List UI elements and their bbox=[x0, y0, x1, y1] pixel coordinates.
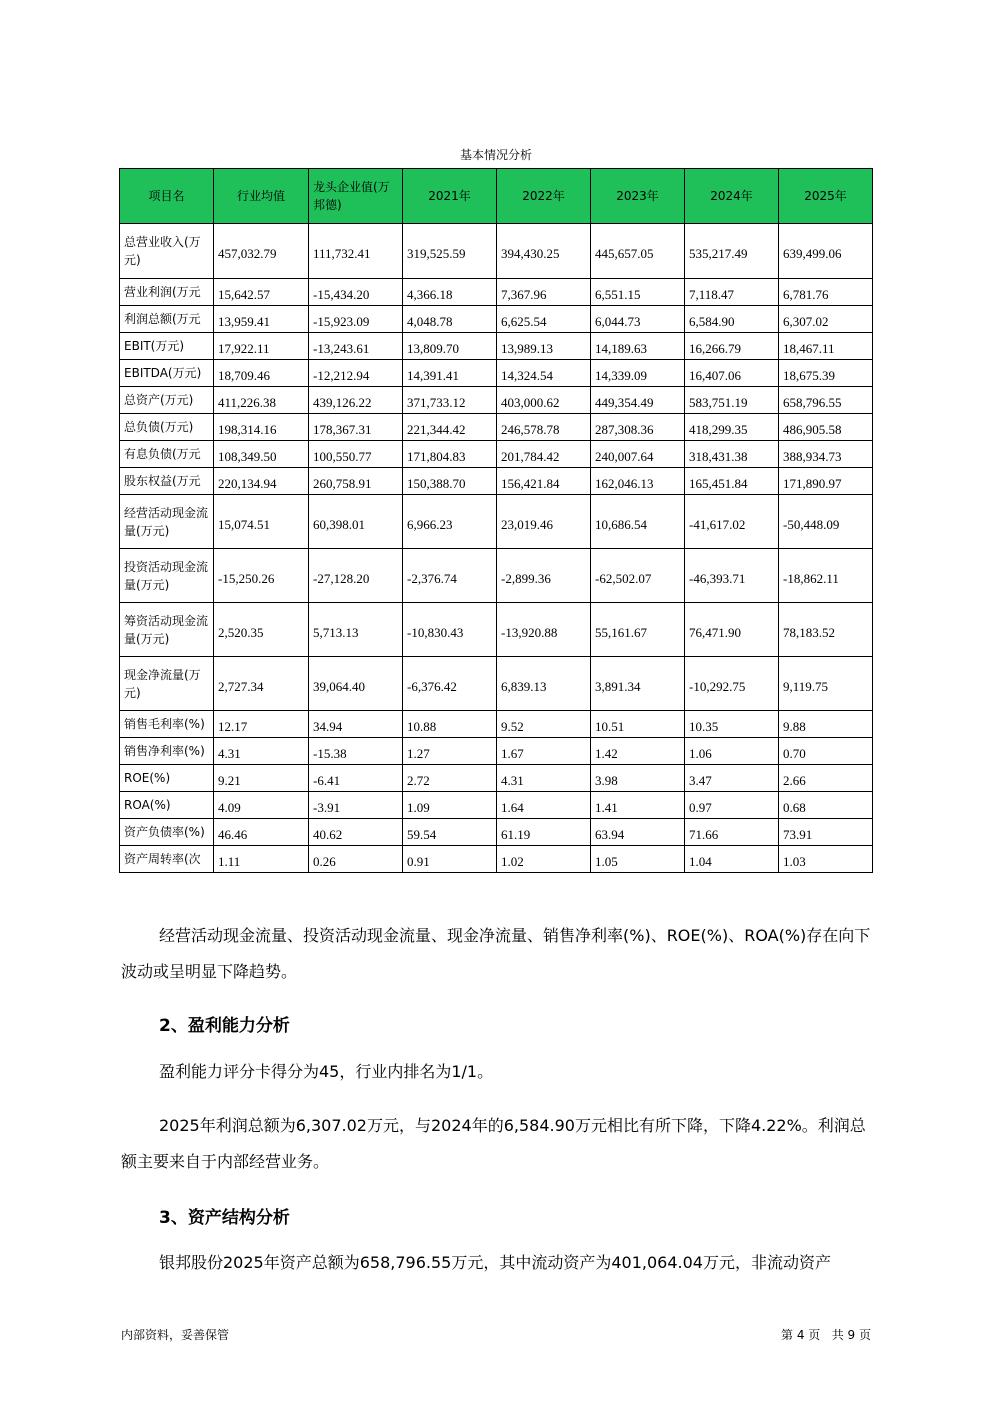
table-cell: 1.03 bbox=[779, 846, 873, 873]
table-row bbox=[120, 414, 873, 441]
table-cell: 165,451.84 bbox=[685, 468, 779, 495]
table-cell: 4,048.78 bbox=[403, 306, 497, 333]
table-cell: -18,862.11 bbox=[779, 549, 873, 603]
table-cell: 221,344.42 bbox=[403, 414, 497, 441]
row-label: 投资活动现金流量(万元) bbox=[120, 549, 214, 603]
table-row bbox=[120, 360, 873, 387]
row-label: 资产周转率(次 bbox=[120, 846, 214, 873]
section-heading-profitability: 2、盈利能力分析 bbox=[159, 1016, 290, 1036]
table-cell: -15,250.26 bbox=[214, 549, 309, 603]
table-cell: 1.11 bbox=[214, 846, 309, 873]
table-cell: 23,019.46 bbox=[497, 495, 591, 549]
row-label: 总营业收入(万元) bbox=[120, 224, 214, 279]
table-row bbox=[120, 387, 873, 414]
table-cell: 14,324.54 bbox=[497, 360, 591, 387]
table-cell: 34.94 bbox=[309, 711, 403, 738]
table-cell: 10.35 bbox=[685, 711, 779, 738]
table-row bbox=[120, 333, 873, 360]
table-cell: 535,217.49 bbox=[685, 224, 779, 279]
table-cell: 5,713.13 bbox=[309, 603, 403, 657]
table-cell: -2,899.36 bbox=[497, 549, 591, 603]
table-cell: 108,349.50 bbox=[214, 441, 309, 468]
table-cell: 10,686.54 bbox=[591, 495, 685, 549]
table-cell: 111,732.41 bbox=[309, 224, 403, 279]
table-cell: -15.38 bbox=[309, 738, 403, 765]
header-leader-value: 龙头企业值(万邦德) bbox=[309, 169, 403, 224]
table-row bbox=[120, 819, 873, 846]
table-cell: 0.97 bbox=[685, 792, 779, 819]
table-cell: 1.27 bbox=[403, 738, 497, 765]
table-cell: 73.91 bbox=[779, 819, 873, 846]
table-cell: 162,046.13 bbox=[591, 468, 685, 495]
header-year-2023: 2023年 bbox=[591, 169, 685, 224]
row-label: 现金净流量(万元) bbox=[120, 657, 214, 711]
table-cell: 16,407.06 bbox=[685, 360, 779, 387]
table-row bbox=[120, 549, 873, 603]
table-cell: -2,376.74 bbox=[403, 549, 497, 603]
table-cell: 14,189.63 bbox=[591, 333, 685, 360]
table-cell: 1.41 bbox=[591, 792, 685, 819]
paragraph-profit-total: 2025年利润总额为6,307.02万元，与2024年的6,584.90万元相比有所下降，下降4.22%。利润总额主要来自于内部经营业务。 bbox=[121, 1116, 866, 1171]
table-cell: 3,891.34 bbox=[591, 657, 685, 711]
table-cell: 100,550.77 bbox=[309, 441, 403, 468]
footer-page-number: 第 4 页 共 9 页 bbox=[781, 1328, 871, 1342]
table-cell: 2.66 bbox=[779, 765, 873, 792]
table-cell: 18,675.39 bbox=[779, 360, 873, 387]
footer-confidential-note: 内部资料，妥善保管 bbox=[121, 1328, 230, 1342]
table-cell: 46.46 bbox=[214, 819, 309, 846]
row-label: 销售毛利率(%) bbox=[120, 711, 214, 738]
table-cell: 12.17 bbox=[214, 711, 309, 738]
table-cell: 15,074.51 bbox=[214, 495, 309, 549]
table-cell: 39,064.40 bbox=[309, 657, 403, 711]
table-row bbox=[120, 711, 873, 738]
table-cell: 246,578.78 bbox=[497, 414, 591, 441]
table-cell: 0.91 bbox=[403, 846, 497, 873]
row-label: 利润总额(万元 bbox=[120, 306, 214, 333]
row-label: 有息负债(万元 bbox=[120, 441, 214, 468]
table-cell: 16,266.79 bbox=[685, 333, 779, 360]
table-cell: 18,467.11 bbox=[779, 333, 873, 360]
header-year-2024: 2024年 bbox=[685, 169, 779, 224]
table-cell: 9.52 bbox=[497, 711, 591, 738]
table-cell: 1.02 bbox=[497, 846, 591, 873]
table-cell: -41,617.02 bbox=[685, 495, 779, 549]
table-row bbox=[120, 495, 873, 549]
table-cell: -50,448.09 bbox=[779, 495, 873, 549]
table-cell: 14,391.41 bbox=[403, 360, 497, 387]
row-label: EBIT(万元) bbox=[120, 333, 214, 360]
table-cell: 3.98 bbox=[591, 765, 685, 792]
table-row bbox=[120, 657, 873, 711]
table-cell: 40.62 bbox=[309, 819, 403, 846]
table-cell: 15,642.57 bbox=[214, 279, 309, 306]
basic-analysis-table bbox=[119, 168, 873, 873]
table-row bbox=[120, 792, 873, 819]
table-cell: -62,502.07 bbox=[591, 549, 685, 603]
table-caption: 基本情况分析 bbox=[459, 148, 532, 162]
table-cell: 7,118.47 bbox=[685, 279, 779, 306]
row-label: ROE(%) bbox=[120, 765, 214, 792]
table-cell: 4,366.18 bbox=[403, 279, 497, 306]
table-cell: 583,751.19 bbox=[685, 387, 779, 414]
table-cell: -6.41 bbox=[309, 765, 403, 792]
table-cell: -15,923.09 bbox=[309, 306, 403, 333]
table-cell: 6,625.54 bbox=[497, 306, 591, 333]
table-cell: 418,299.35 bbox=[685, 414, 779, 441]
table-cell: 9,119.75 bbox=[779, 657, 873, 711]
table-cell: 0.26 bbox=[309, 846, 403, 873]
table-cell: 9.88 bbox=[779, 711, 873, 738]
table-cell: 150,388.70 bbox=[403, 468, 497, 495]
table-cell: -13,243.61 bbox=[309, 333, 403, 360]
table-cell: 240,007.64 bbox=[591, 441, 685, 468]
table-cell: 457,032.79 bbox=[214, 224, 309, 279]
table-cell: 4.31 bbox=[214, 738, 309, 765]
table-cell: 71.66 bbox=[685, 819, 779, 846]
row-label: 筹资活动现金流量(万元) bbox=[120, 603, 214, 657]
table-cell: 0.70 bbox=[779, 738, 873, 765]
table-cell: -12,212.94 bbox=[309, 360, 403, 387]
header-year-2021: 2021年 bbox=[403, 169, 497, 224]
table-cell: 0.68 bbox=[779, 792, 873, 819]
table-cell: 287,308.36 bbox=[591, 414, 685, 441]
table-cell: -3.91 bbox=[309, 792, 403, 819]
table-row bbox=[120, 846, 873, 873]
row-label: 资产负债率(%) bbox=[120, 819, 214, 846]
table-cell: 445,657.05 bbox=[591, 224, 685, 279]
table-cell: 13,809.70 bbox=[403, 333, 497, 360]
table-cell: 61.19 bbox=[497, 819, 591, 846]
table-cell: 1.64 bbox=[497, 792, 591, 819]
table-cell: 2.72 bbox=[403, 765, 497, 792]
table-cell: 1.05 bbox=[591, 846, 685, 873]
row-label: 股东权益(万元 bbox=[120, 468, 214, 495]
table-cell: 178,367.31 bbox=[309, 414, 403, 441]
table-cell: 198,314.16 bbox=[214, 414, 309, 441]
table-cell: 55,161.67 bbox=[591, 603, 685, 657]
table-cell: 1.04 bbox=[685, 846, 779, 873]
table-cell: 449,354.49 bbox=[591, 387, 685, 414]
table-cell: -27,128.20 bbox=[309, 549, 403, 603]
header-industry-avg: 行业均值 bbox=[214, 169, 309, 224]
table-cell: 60,398.01 bbox=[309, 495, 403, 549]
row-label: ROA(%) bbox=[120, 792, 214, 819]
table-cell: 220,134.94 bbox=[214, 468, 309, 495]
header-year-2022: 2022年 bbox=[497, 169, 591, 224]
paragraph-profit-score: 盈利能力评分卡得分为45，行业内排名为1/1。 bbox=[159, 1062, 494, 1081]
table-cell: 13,959.41 bbox=[214, 306, 309, 333]
table-cell: 6,551.15 bbox=[591, 279, 685, 306]
table-cell: 9.21 bbox=[214, 765, 309, 792]
table-cell: 17,922.11 bbox=[214, 333, 309, 360]
header-item-name: 项目名 bbox=[120, 169, 214, 224]
table-cell: 658,796.55 bbox=[779, 387, 873, 414]
table-cell: 10.88 bbox=[403, 711, 497, 738]
table-cell: 171,804.83 bbox=[403, 441, 497, 468]
row-label: 销售净利率(%) bbox=[120, 738, 214, 765]
table-row bbox=[120, 765, 873, 792]
table-cell: -10,292.75 bbox=[685, 657, 779, 711]
row-label: EBITDA(万元) bbox=[120, 360, 214, 387]
table-cell: 10.51 bbox=[591, 711, 685, 738]
paragraph-trend-summary: 经营活动现金流量、投资活动现金流量、现金净流量、销售净利率(%)、ROE(%)、ROA(%)存在向下波动或呈明显下降趋势。 bbox=[121, 926, 871, 981]
table-cell: 439,126.22 bbox=[309, 387, 403, 414]
table-cell: 63.94 bbox=[591, 819, 685, 846]
table-cell: 6,966.23 bbox=[403, 495, 497, 549]
table-cell: 18,709.46 bbox=[214, 360, 309, 387]
table-cell: 639,499.06 bbox=[779, 224, 873, 279]
table-cell: 388,934.73 bbox=[779, 441, 873, 468]
table-cell: 156,421.84 bbox=[497, 468, 591, 495]
table-row bbox=[120, 224, 873, 279]
table-cell: -6,376.42 bbox=[403, 657, 497, 711]
table-cell: 201,784.42 bbox=[497, 441, 591, 468]
table-cell: 1.42 bbox=[591, 738, 685, 765]
table-cell: 394,430.25 bbox=[497, 224, 591, 279]
table-row bbox=[120, 279, 873, 306]
table-header-row bbox=[120, 169, 873, 224]
table-cell: 411,226.38 bbox=[214, 387, 309, 414]
table-cell: 13,989.13 bbox=[497, 333, 591, 360]
table-row bbox=[120, 603, 873, 657]
table-cell: 319,525.59 bbox=[403, 224, 497, 279]
table-cell: 6,044.73 bbox=[591, 306, 685, 333]
table-cell: 4.09 bbox=[214, 792, 309, 819]
table-cell: 6,839.13 bbox=[497, 657, 591, 711]
table-cell: -10,830.43 bbox=[403, 603, 497, 657]
table-cell: 486,905.58 bbox=[779, 414, 873, 441]
table-cell: 78,183.52 bbox=[779, 603, 873, 657]
table-cell: 14,339.09 bbox=[591, 360, 685, 387]
row-label: 营业利润(万元 bbox=[120, 279, 214, 306]
table-cell: 6,781.76 bbox=[779, 279, 873, 306]
table-cell: 3.47 bbox=[685, 765, 779, 792]
table-cell: 1.67 bbox=[497, 738, 591, 765]
table-cell: 260,758.91 bbox=[309, 468, 403, 495]
paragraph-asset-total: 银邦股份2025年资产总额为658,796.55万元，其中流动资产为401,064.04万元，非流动资产 bbox=[159, 1253, 831, 1272]
table-cell: 371,733.12 bbox=[403, 387, 497, 414]
table-row bbox=[120, 306, 873, 333]
table-row bbox=[120, 738, 873, 765]
table-cell: 2,727.34 bbox=[214, 657, 309, 711]
row-label: 总资产(万元) bbox=[120, 387, 214, 414]
table-cell: 403,000.62 bbox=[497, 387, 591, 414]
table-cell: 6,584.90 bbox=[685, 306, 779, 333]
table-cell: 4.31 bbox=[497, 765, 591, 792]
table-row bbox=[120, 441, 873, 468]
section-heading-asset-structure: 3、资产结构分析 bbox=[159, 1208, 290, 1228]
table-cell: 1.06 bbox=[685, 738, 779, 765]
table-cell: 6,307.02 bbox=[779, 306, 873, 333]
table-cell: -46,393.71 bbox=[685, 549, 779, 603]
table-cell: 318,431.38 bbox=[685, 441, 779, 468]
header-year-2025: 2025年 bbox=[779, 169, 873, 224]
table-cell: -13,920.88 bbox=[497, 603, 591, 657]
row-label: 总负债(万元) bbox=[120, 414, 214, 441]
row-label: 经营活动现金流量(万元) bbox=[120, 495, 214, 549]
table-row bbox=[120, 468, 873, 495]
table-cell: -15,434.20 bbox=[309, 279, 403, 306]
table-cell: 1.09 bbox=[403, 792, 497, 819]
table-cell: 7,367.96 bbox=[497, 279, 591, 306]
table-cell: 2,520.35 bbox=[214, 603, 309, 657]
table-cell: 59.54 bbox=[403, 819, 497, 846]
table-cell: 76,471.90 bbox=[685, 603, 779, 657]
table-cell: 171,890.97 bbox=[779, 468, 873, 495]
